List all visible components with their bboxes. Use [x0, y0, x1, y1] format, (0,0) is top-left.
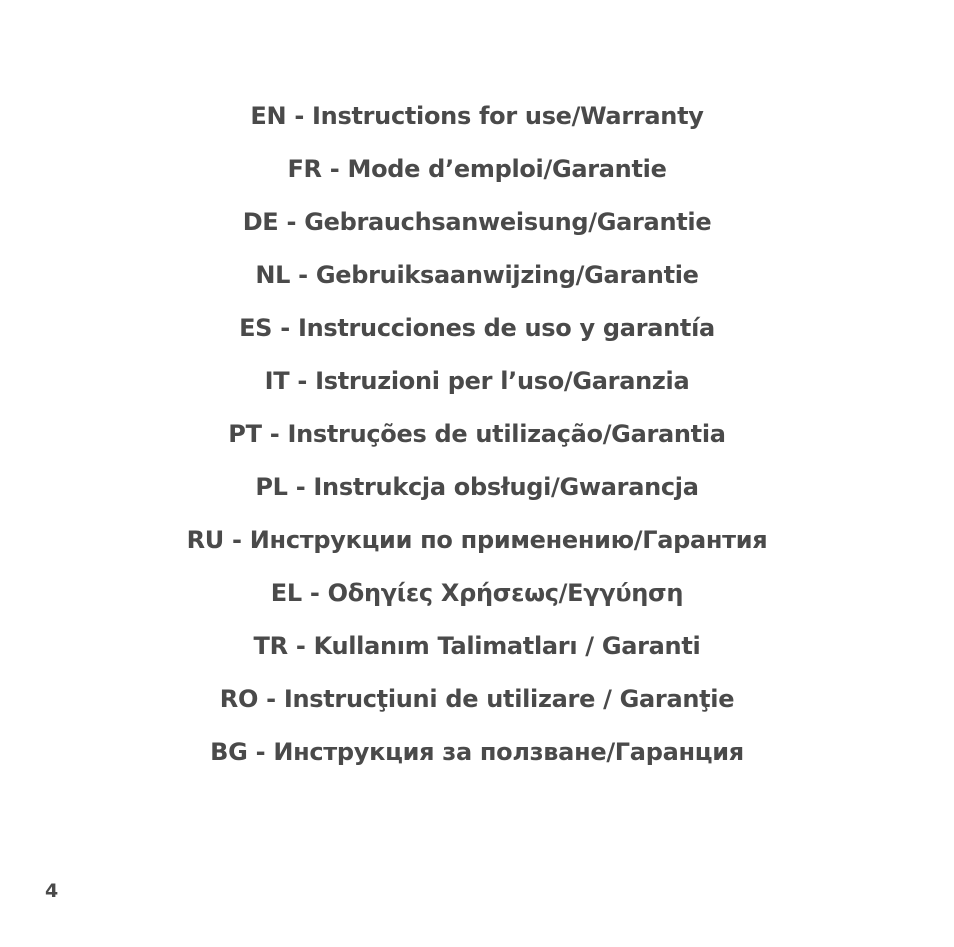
language-title: Инструкция за ползване/Гаранция: [273, 738, 744, 766]
separator: -: [261, 420, 288, 448]
language-entry-tr: [0, 628, 954, 681]
language-entry-de: [0, 204, 954, 257]
language-code: TR: [253, 632, 288, 660]
separator: -: [223, 526, 250, 554]
language-title: Gebruiksaanwijzing/Garantie: [315, 261, 699, 289]
language-code: NL: [255, 261, 291, 289]
language-title: Instrukcja obsługi/Gwarancja: [313, 473, 699, 501]
language-entry-pl: [0, 469, 954, 522]
language-title: Instrucţiuni de utilizare / Garanţie: [283, 685, 735, 713]
language-title: Instruções de utilização/Garantia: [287, 420, 726, 448]
language-code: RO: [219, 685, 259, 713]
separator: -: [286, 102, 313, 130]
separator: -: [272, 314, 298, 342]
language-code: FR: [287, 155, 322, 183]
language-entry-ro: [0, 681, 954, 734]
separator: -: [301, 579, 328, 607]
separator: -: [258, 685, 284, 713]
language-entry-en: [0, 98, 954, 151]
separator: -: [289, 367, 316, 395]
language-title: Инструкции по применению/Гарантия: [249, 526, 768, 554]
separator: -: [247, 738, 274, 766]
language-code: IT: [264, 367, 290, 395]
language-code: EL: [270, 579, 302, 607]
language-title: Οδηγίες Χρήσεως/Εγγύηση: [327, 579, 684, 607]
language-entry-fr: [0, 151, 954, 204]
language-entry-nl: [0, 257, 954, 310]
language-code: BG: [210, 738, 248, 766]
language-entry-ru: [0, 522, 954, 575]
language-entry-el: [0, 575, 954, 628]
separator: -: [278, 208, 305, 236]
language-list: [0, 98, 954, 787]
page-number: 4: [45, 880, 59, 902]
language-title: Instrucciones de uso y garantía: [297, 314, 715, 342]
language-entry-bg: [0, 734, 954, 787]
language-code: PT: [228, 420, 262, 448]
language-code: ES: [239, 314, 273, 342]
separator: -: [321, 155, 348, 183]
language-title: Instructions for use/Warranty: [312, 102, 704, 130]
language-title: Mode d’emploi/Garantie: [347, 155, 667, 183]
language-code: PL: [255, 473, 288, 501]
language-entry-pt: [0, 416, 954, 469]
language-entry-it: [0, 363, 954, 416]
language-title: Kullanım Talimatları / Garanti: [313, 632, 701, 660]
language-code: DE: [242, 208, 279, 236]
language-title: Gebrauchsanweisung/Garantie: [304, 208, 712, 236]
language-code: EN: [250, 102, 287, 130]
separator: -: [287, 473, 314, 501]
language-entry-es: [0, 310, 954, 363]
language-title: Istruzioni per l’uso/Garanzia: [315, 367, 690, 395]
separator: -: [287, 632, 314, 660]
language-code: RU: [186, 526, 224, 554]
separator: -: [290, 261, 316, 289]
